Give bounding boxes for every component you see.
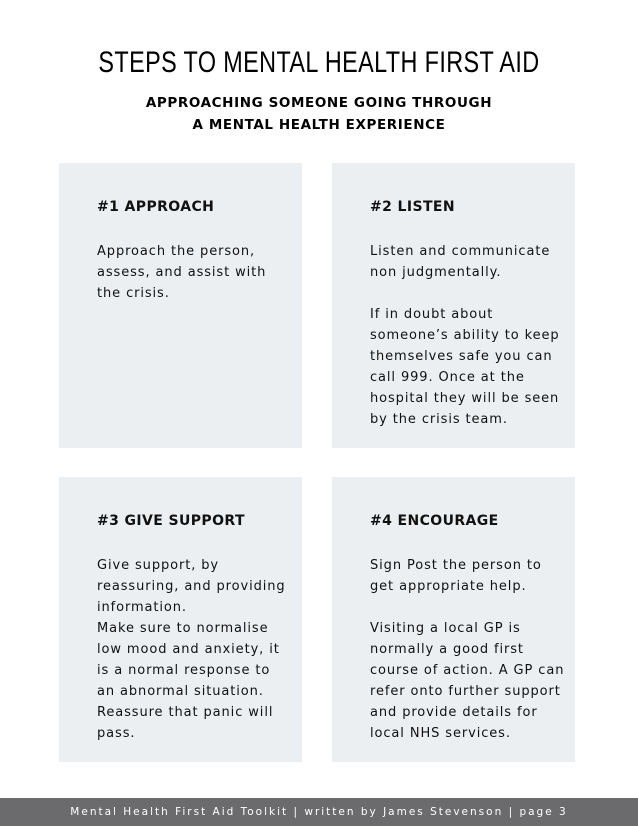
- card-line: by the crisis team.: [370, 412, 508, 427]
- card-line: get appropriate help.: [370, 579, 527, 594]
- card-line: Approach the person,: [97, 244, 256, 259]
- card-body: [97, 555, 297, 744]
- card-line: someone’s ability to keep: [370, 328, 560, 343]
- card-heading: #4 ENCOURAGE: [370, 513, 499, 529]
- card-line: reassuring, and providing: [97, 579, 286, 594]
- card-line: pass.: [97, 726, 136, 741]
- card-heading: #1 APPROACH: [97, 199, 215, 215]
- card-line: call 999. Once at the: [370, 370, 525, 385]
- page-footer: Mental Health First Aid Toolkit | written by James Stevenson | page 3: [0, 798, 638, 826]
- card-line: Give support, by: [97, 558, 220, 573]
- card-line: an abnormal situation.: [97, 684, 264, 699]
- card-line: local NHS services.: [370, 726, 511, 741]
- card-body: [370, 555, 570, 744]
- card-line: If in doubt about: [370, 307, 494, 322]
- card-heading: #3 GIVE SUPPORT: [97, 513, 245, 529]
- card-line: course of action. A GP can: [370, 663, 565, 678]
- card-line: non judgmentally.: [370, 265, 502, 280]
- card-line: Sign Post the person to: [370, 558, 542, 573]
- card-body-paragraph-2: [370, 304, 570, 430]
- card-line: Reassure that panic will: [97, 705, 274, 720]
- page-subtitle: [0, 92, 638, 136]
- card-encourage: [332, 477, 575, 762]
- card-listen: [332, 163, 575, 448]
- card-line: low mood and anxiety, it: [97, 642, 280, 657]
- card-line: and provide details for: [370, 705, 538, 720]
- card-body: [97, 241, 297, 304]
- page-title: STEPS TO MENTAL HEALTH FIRST AID: [98, 46, 540, 79]
- card-give-support: [59, 477, 302, 762]
- subtitle-line-2: A MENTAL HEALTH EXPERIENCE: [192, 117, 446, 133]
- subtitle-line-1: APPROACHING SOMEONE GOING THROUGH: [145, 95, 493, 111]
- card-line: the crisis.: [97, 286, 170, 301]
- card-line: information.: [97, 600, 187, 615]
- card-line: normally a good first: [370, 642, 524, 657]
- card-heading: #2 LISTEN: [370, 199, 455, 215]
- card-body: [370, 241, 570, 430]
- card-line: themselves safe you can: [370, 349, 553, 364]
- card-line: Listen and communicate: [370, 244, 551, 259]
- card-line: assess, and assist with: [97, 265, 267, 280]
- card-line: refer onto further support: [370, 684, 561, 699]
- card-approach: [59, 163, 302, 448]
- card-line: Visiting a local GP is: [370, 621, 521, 636]
- card-line: hospital they will be seen: [370, 391, 560, 406]
- card-line: is a normal response to: [97, 663, 271, 678]
- card-line: Make sure to normalise: [97, 621, 269, 636]
- card-body-paragraph-2: [370, 618, 570, 744]
